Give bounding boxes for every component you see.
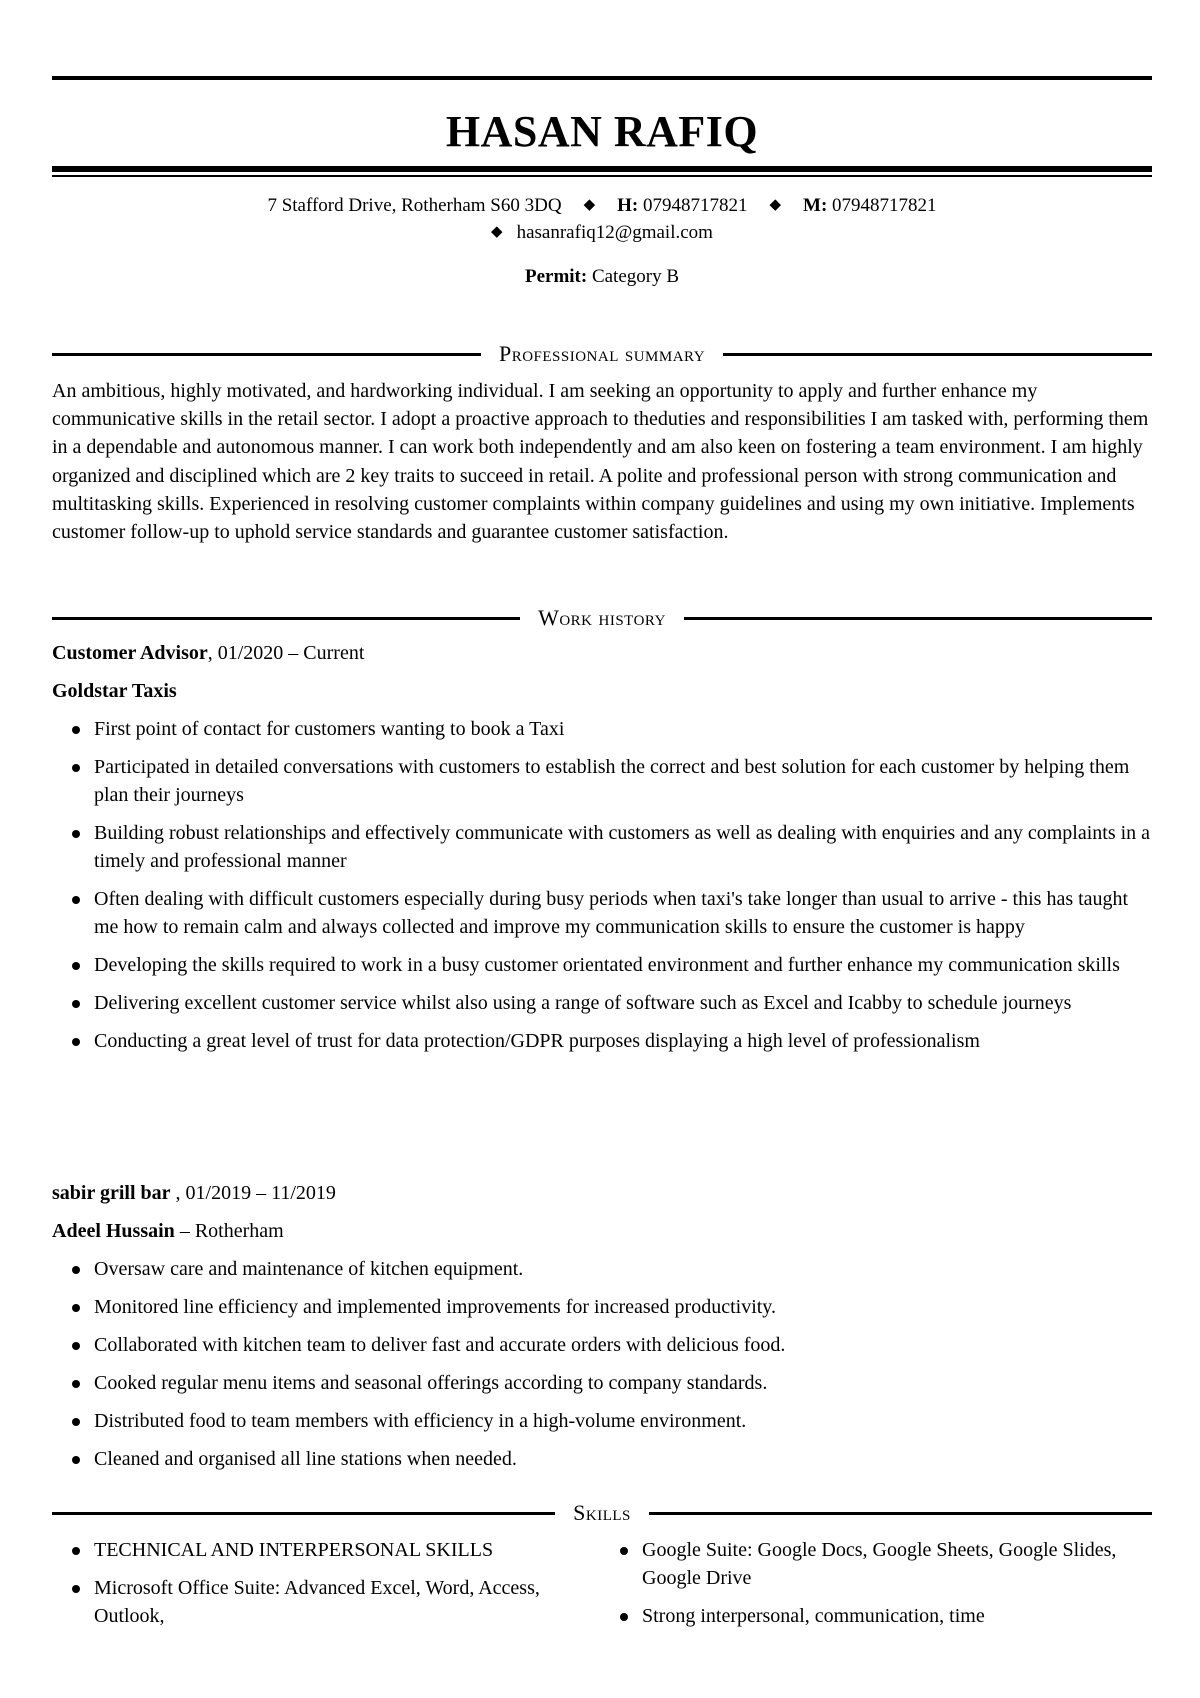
list-item: Oversaw care and maintenance of kitchen equipment. bbox=[52, 1255, 1152, 1283]
list-item: Google Suite: Google Docs, Google Sheets, Google Slides, Google Drive bbox=[600, 1536, 1148, 1592]
list-item: Cleaned and organised all line stations when needed. bbox=[52, 1445, 1152, 1473]
mobile-phone-label: M: bbox=[803, 195, 828, 216]
list-item: Collaborated with kitchen team to deliver fast and accurate orders with delicious food. bbox=[52, 1331, 1152, 1359]
job-title: sabir grill bar bbox=[52, 1182, 171, 1204]
job-company-line bbox=[52, 1217, 1152, 1245]
section-skills-heading bbox=[52, 1498, 1152, 1528]
list-item: Strong interpersonal, communication, time bbox=[600, 1602, 1148, 1630]
diamond-icon: ◆ bbox=[491, 224, 503, 240]
section-title: Professional summary bbox=[498, 341, 706, 366]
job-company-line bbox=[52, 677, 1152, 705]
list-item: Delivering excellent customer service whilst also using a range of software such as Excel and Icabby to schedule journeys bbox=[52, 989, 1152, 1017]
permit-value: Category B bbox=[591, 266, 680, 287]
job-title-line bbox=[52, 639, 1152, 667]
divider bbox=[52, 353, 481, 356]
job-company: Goldstar Taxis bbox=[52, 680, 177, 702]
divider bbox=[52, 617, 520, 620]
email: hasanrafiq12@gmail.com bbox=[516, 222, 713, 243]
divider bbox=[684, 617, 1152, 620]
divider bbox=[649, 1512, 1152, 1515]
contact-info bbox=[52, 193, 1152, 247]
divider bbox=[723, 353, 1152, 356]
list-item: Microsoft Office Suite: Advanced Excel, Word, Access, Outlook, bbox=[52, 1574, 600, 1630]
list-item: Distributed food to team members with efficiency in a high-volume environment. bbox=[52, 1407, 1152, 1435]
header-top-rule bbox=[52, 76, 1152, 80]
candidate-name: HASAN RAFIQ bbox=[445, 107, 759, 156]
skills-left-column bbox=[52, 1536, 600, 1640]
list-item: Often dealing with difficult customers especially during busy periods when taxi's take longer than usual to arrive - this has taught me how to remain calm and always collected and improve my communication skills to ensure the customer is happy bbox=[52, 885, 1152, 941]
job-title-line bbox=[52, 1179, 1152, 1207]
list-item: TECHNICAL AND INTERPERSONAL SKILLS bbox=[52, 1536, 600, 1564]
list-item: Participated in detailed conversations with customers to establish the correct and best solution for each customer by helping them plan their journeys bbox=[52, 753, 1152, 809]
diamond-icon: ◆ bbox=[769, 197, 782, 213]
skills-columns bbox=[52, 1536, 1152, 1640]
home-phone-label: H: bbox=[617, 195, 639, 216]
section-title: Work history bbox=[538, 605, 666, 630]
job-bullets bbox=[52, 715, 1152, 1065]
list-item: Conducting a great level of trust for data protection/GDPR purposes displaying a high level of professionalism bbox=[52, 1027, 1152, 1055]
list-item: Monitored line efficiency and implemented improvements for increased productivity. bbox=[52, 1293, 1152, 1321]
job-bullets bbox=[52, 1255, 1152, 1483]
home-phone: 07948717821 bbox=[642, 195, 748, 216]
job-company: Adeel Hussain bbox=[52, 1220, 175, 1242]
skills-right-column bbox=[600, 1536, 1148, 1640]
address: 7 Stafford Drive, Rotherham S60 3DQ bbox=[267, 195, 562, 216]
list-item: Cooked regular menu items and seasonal offerings according to company standards. bbox=[52, 1369, 1152, 1397]
divider bbox=[52, 1512, 555, 1515]
job-location: – Rotherham bbox=[174, 1220, 284, 1242]
list-item: First point of contact for customers wanting to book a Taxi bbox=[52, 715, 1152, 743]
job-dates: , 01/2019 – 11/2019 bbox=[170, 1182, 336, 1204]
list-item: Developing the skills required to work in a busy customer orientated environment and further enhance my communication skills bbox=[52, 951, 1152, 979]
section-work-heading bbox=[52, 603, 1152, 633]
job-dates: , 01/2020 – Current bbox=[207, 642, 365, 664]
job-title: Customer Advisor bbox=[52, 642, 208, 664]
permit-info bbox=[52, 264, 1152, 290]
mobile-phone: 07948717821 bbox=[832, 195, 937, 216]
permit-label: Permit: bbox=[524, 266, 588, 287]
summary-text: An ambitious, highly motivated, and hardworking individual. I am seeking an opportunity to apply and further enhance my communicative skills in the retail sector. I adopt a proactive approach to theduties and responsibilities I am tasked with, performing them in a dependable and autonomous manner. I can work both independently and am also keen on fostering a team environment. I am highly organized and disciplined which are 2 key traits to succeed in retail. A polite and professional person with strong communication and multitasking skills. Experienced in resolving customer complaints within company guidelines and using my own initiative. Implements customer follow-up to uphold service standards and guarantee customer satisfaction. bbox=[52, 380, 1149, 544]
list-item: Building robust relationships and effectively communicate with customers as well as dealing with enquiries and any complaints in a timely and professional manner bbox=[52, 819, 1152, 875]
section-summary-heading bbox=[52, 339, 1152, 369]
section-title: Skills bbox=[573, 1500, 631, 1525]
header-thin-rule bbox=[52, 175, 1152, 177]
diamond-icon: ◆ bbox=[583, 197, 596, 213]
header-thick-rule bbox=[52, 166, 1152, 172]
